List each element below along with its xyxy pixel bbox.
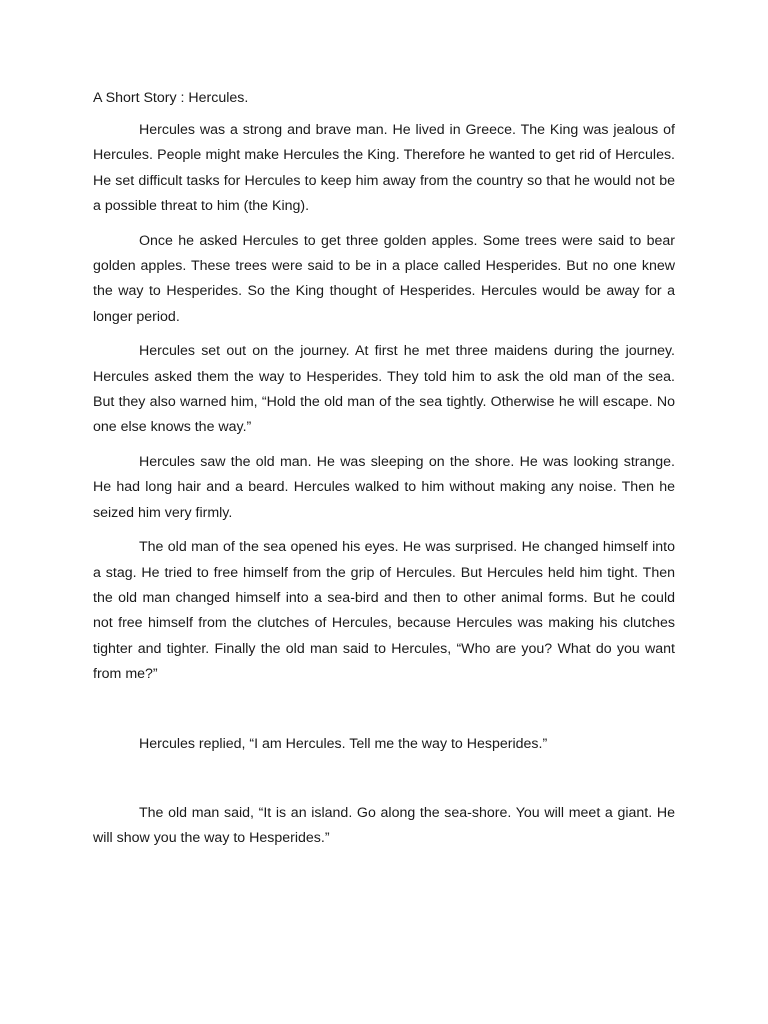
paragraph-2: Once he asked Hercules to get three golden apples. Some trees were said to bear golden apples. These trees were said to be in a place called Hesperides. But no one knew the way to Hesperides. So the King thought of Hesperides. Hercules would be away for a longer period. bbox=[93, 232, 675, 325]
paragraph-6: Hercules replied, “I am Hercules. Tell me the way to Hesperides.” bbox=[139, 735, 548, 752]
paragraph-5: The old man of the sea opened his eyes. He was surprised. He changed himself into a stag. He tried to free himself from the grip of Hercules. But Hercules held him tight. Then the old man changed himself into a sea-bird and then to other animal forms. But he could not free himself from the clutches of Hercules, because Hercules was making his clutches tighter and tighter. Finally the old man said to Hercules, “Who are you? What do you want from me?” bbox=[93, 539, 675, 683]
document-title: A Short Story : Hercules. bbox=[93, 90, 249, 106]
document-page bbox=[93, 86, 675, 861]
paragraph-1: Hercules was a strong and brave man. He lived in Greece. The King was jealous of Hercules. People might make Hercules the King. Therefore he wanted to get rid of Hercules. He set difficult tasks for Hercules to keep him away from the country so that he would not be a possible threat to him (the King). bbox=[93, 122, 675, 215]
paragraph-3: Hercules set out on the journey. At first he met three maidens during the journey. Hercules asked them the way to Hesperides. They told him to ask the old man of the sea. But they also warned him, “Hold the old man of the sea tightly. Otherwise he will escape. No one else knows the way.” bbox=[93, 343, 675, 436]
paragraph-4: Hercules saw the old man. He was sleeping on the shore. He was looking strange. He had long hair and a beard. Hercules walked to him without making any noise. Then he seized him very firmly. bbox=[93, 453, 675, 521]
paragraph-7: The old man said, “It is an island. Go along the sea-shore. You will meet a giant. He will show you the way to Hesperides.” bbox=[93, 804, 675, 847]
